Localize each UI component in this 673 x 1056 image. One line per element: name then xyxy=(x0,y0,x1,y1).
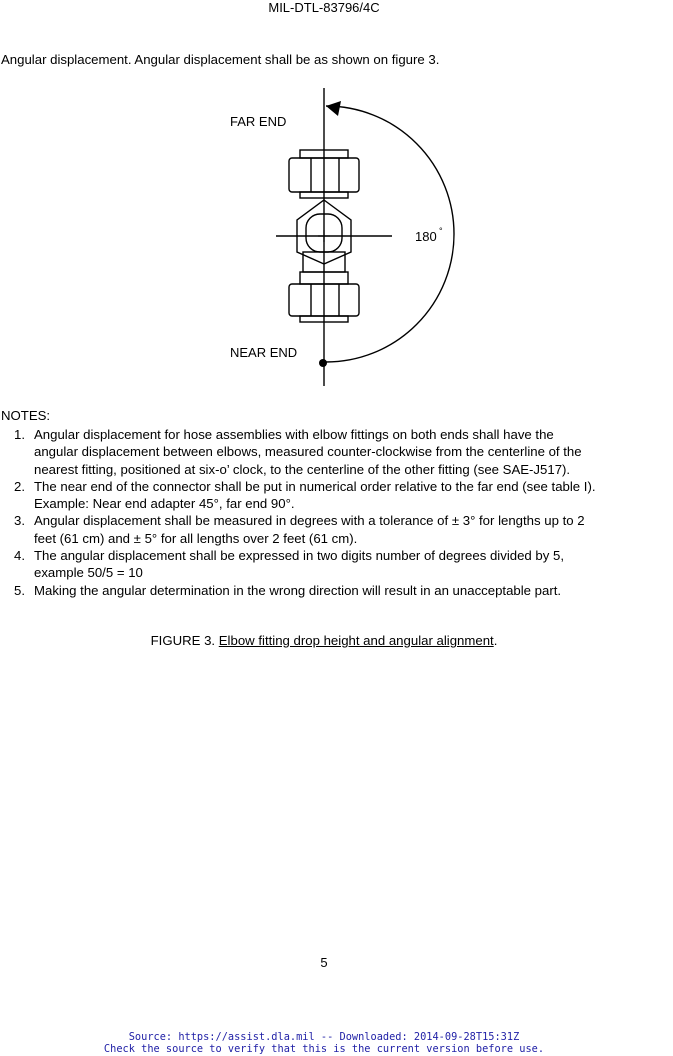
page-number: 5 xyxy=(320,955,328,970)
note-item xyxy=(0,547,673,582)
far-end-label: FAR END xyxy=(230,114,287,129)
note-item xyxy=(0,512,673,547)
source-footer xyxy=(0,1031,648,1055)
intro-paragraph: Angular displacement. Angular displacement shall be as shown on figure 3. xyxy=(1,52,440,67)
note-item xyxy=(0,582,673,599)
note-number: 5. xyxy=(14,582,25,598)
note-text: The angular displacement shall be expressed in two digits number of degrees divided by 5, example 50/5 = 10 xyxy=(34,548,565,581)
verify-line: Check the source to verify that this is the current version before use. xyxy=(103,1043,545,1055)
arrowhead xyxy=(326,101,341,116)
note-number: 4. xyxy=(14,548,25,564)
note-text: The near end of the connector shall be put in numerical order relative to the far end (see table I). Example: Near end adapter 45°, far end 90°. xyxy=(34,478,596,512)
near-end-label: NEAR END xyxy=(230,345,298,360)
source-line: Source: https://assist.dla.mil -- Downloaded: 2014-09-28T15:31Z xyxy=(128,1031,520,1043)
note-item xyxy=(0,426,673,478)
document-id-header: MIL-DTL-83796/4C xyxy=(268,0,380,15)
notes-heading: NOTES: xyxy=(1,408,51,423)
angle-unit: ° xyxy=(439,226,443,236)
caption-prefix: FIGURE 3. xyxy=(150,633,219,648)
caption-suffix: . xyxy=(493,633,498,648)
figure-caption xyxy=(0,633,648,648)
near-end-dot xyxy=(319,359,327,367)
angle-value: 180 xyxy=(415,229,437,244)
note-number: 2. xyxy=(14,478,25,494)
note-number: 1. xyxy=(14,427,25,442)
note-item xyxy=(0,478,673,513)
note-text: Angular displacement shall be measured in degrees with a tolerance of ± 3° for lengths up to 2 feet (61 cm) and ± 5° for all lengths over 2 feet (61 cm). xyxy=(34,513,585,546)
elbow-fitting-figure xyxy=(0,80,673,390)
note-text: Making the angular determination in the wrong direction will result in an unacceptable part. xyxy=(34,582,562,598)
note-number: 3. xyxy=(14,513,25,529)
notes-list xyxy=(0,426,673,599)
note-text: Angular displacement for hose assemblies with elbow fittings on both ends shall have the angular displacement between elbows, measured counter-clockwise from the centerline of the nearest fitting, positioned at six-o’ clock, to the centerline of the other fitting (see SAE-J517). xyxy=(34,427,582,477)
caption-title: Elbow fitting drop height and angular alignment xyxy=(218,633,494,648)
